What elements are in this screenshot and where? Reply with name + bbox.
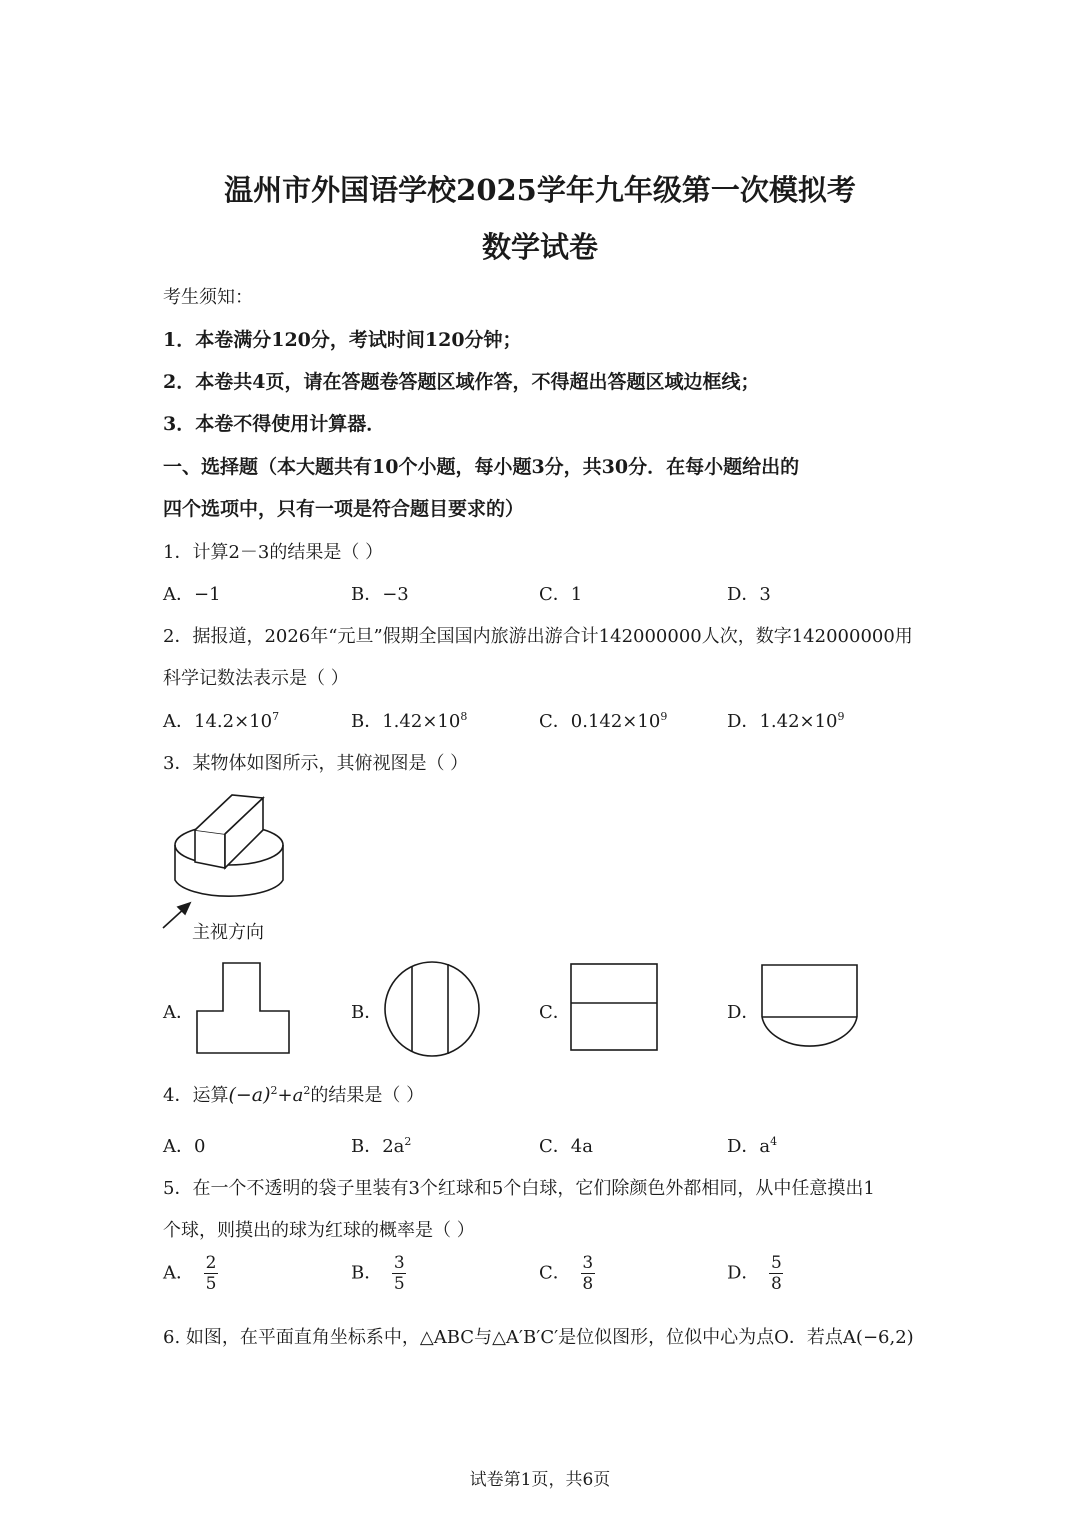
notice-item-3: 3．本卷不得使用计算器． [163,413,386,435]
q1-option-a: A．−1 [163,584,221,605]
q5-option-b-fraction [392,1253,406,1294]
q5-option-a-num: 2 [205,1253,217,1273]
q3-option-b-label: B． [351,1002,383,1023]
q1-option-b: B．−3 [351,584,409,605]
q2-option-b-label: B． [351,711,383,732]
section-heading-line1: 一、选择题（本大题共有10个小题，每小题3分，共30分．在每小题给出的 [163,456,800,478]
q2-option-d-exp: 9 [837,710,845,723]
q3-option-a-label: A． [163,1002,194,1023]
q2-option-a-exp: 7 [272,710,280,723]
q3-option-b-figure [382,960,482,1058]
q5-stem-line2: 个球，则摸出的球为红球的概率是（ ） [163,1220,475,1241]
q4-option-a: A．0 [163,1136,206,1157]
q5-option-a-den: 5 [205,1274,217,1294]
notice-item-2: 2．本卷共4页，请在答题卷答题区域作答，不得超出答题区域边框线； [163,371,760,393]
q4-stem [163,1081,424,1107]
q5-option-b [351,1253,406,1294]
q5-option-c-fraction [581,1253,595,1294]
q2-option-b-base: 1.42×10 [382,711,461,732]
q5-option-c-num: 3 [582,1253,594,1273]
q1-stem: 1．计算2－3的结果是（ ） [163,542,384,563]
q2-option-a-label: A． [163,711,194,732]
q5-option-d-label: D． [727,1262,760,1284]
q2-option-a [163,707,279,733]
section-heading-line2: 四个选项中，只有一项是符合题目要求的） [163,498,525,520]
q2-option-b-exp: 8 [460,710,468,723]
exam-subtitle: 数学试卷 [481,230,598,264]
q2-option-d [727,707,845,733]
q2-option-c-exp: 9 [660,710,668,723]
q3-option-a-figure [195,962,291,1056]
q2-option-c [539,707,667,733]
q3-option-d-label: D． [727,1002,760,1023]
q3-option-c-figure [570,963,660,1053]
q5-option-d-fraction [769,1253,783,1294]
q5-option-c-den: 8 [582,1274,594,1294]
page-footer: 试卷第1页，共6页 [469,1470,611,1490]
q5-option-b-den: 5 [393,1274,405,1294]
q6-stem: 6. 如图，在平面直角坐标系中，△ABC与△A′B′C′是位似图形，位似中心为点O．若点A(−6,2) [163,1327,914,1348]
q4-stem-plus: +a [277,1085,304,1106]
exam-title: 温州市外国语学校2025学年九年级第一次模拟考 [224,173,856,207]
q5-option-a [163,1253,218,1294]
q2-option-c-base: 0.142×10 [570,711,661,732]
notice-heading: 考生须知： [163,287,253,308]
q4-option-b [351,1132,411,1158]
q4-option-d-label: D．a [727,1136,771,1157]
q4-option-c: C．4a [539,1136,593,1157]
q4-option-d [727,1132,777,1158]
q2-stem-line2: 科学记数法表示是（ ） [163,668,349,689]
q4-stem-exp1: 2 [270,1084,278,1097]
q4-option-b-exp: 2 [404,1135,412,1148]
q4-stem-suffix: 的结果是（ ） [310,1085,425,1106]
q4-stem-expr: (−a) [228,1084,271,1106]
q2-option-a-base: 14.2×10 [194,711,273,732]
notice-item-1: 1．本卷满分120分，考试时间120分钟； [163,329,522,351]
q4-option-b-label: B．2a [351,1136,405,1157]
q2-option-b [351,707,467,733]
q4-option-d-exp: 4 [770,1135,778,1148]
q4-stem-prefix: 4．运算 [163,1085,229,1106]
q5-option-b-label: B． [351,1262,383,1284]
q2-option-d-base: 1.42×10 [759,711,838,732]
q5-option-a-label: A． [163,1262,194,1284]
q5-option-c-label: C． [539,1262,571,1284]
q1-option-c: C．1 [539,584,583,605]
q3-option-c-label: C． [539,1002,571,1023]
q2-stem-line1: 2．据报道，2026年“元旦”假期全国国内旅游出游合计142000000人次，数字142000000用 [163,626,913,647]
q1-option-d: D．3 [727,584,771,605]
q2-option-d-label: D． [727,711,760,732]
q5-option-d-num: 5 [771,1253,782,1273]
q5-option-b-num: 3 [393,1253,405,1273]
q5-option-a-fraction [204,1253,218,1294]
q5-option-c [539,1253,595,1294]
q3-figure-caption: 主视方向 [192,922,264,943]
q5-option-d [727,1253,783,1294]
q5-option-d-den: 8 [771,1274,782,1294]
q3-stem: 3．某物体如图所示，其俯视图是（ ） [163,753,469,774]
q5-stem-line1: 5．在一个不透明的袋子里装有3个红球和5个白球，它们除颜色外都相同，从中任意摸出1 [163,1178,875,1199]
q3-option-d-figure [760,963,860,1053]
q4-stem-exp2: 2 [303,1084,311,1097]
q2-option-c-label: C． [539,711,571,732]
